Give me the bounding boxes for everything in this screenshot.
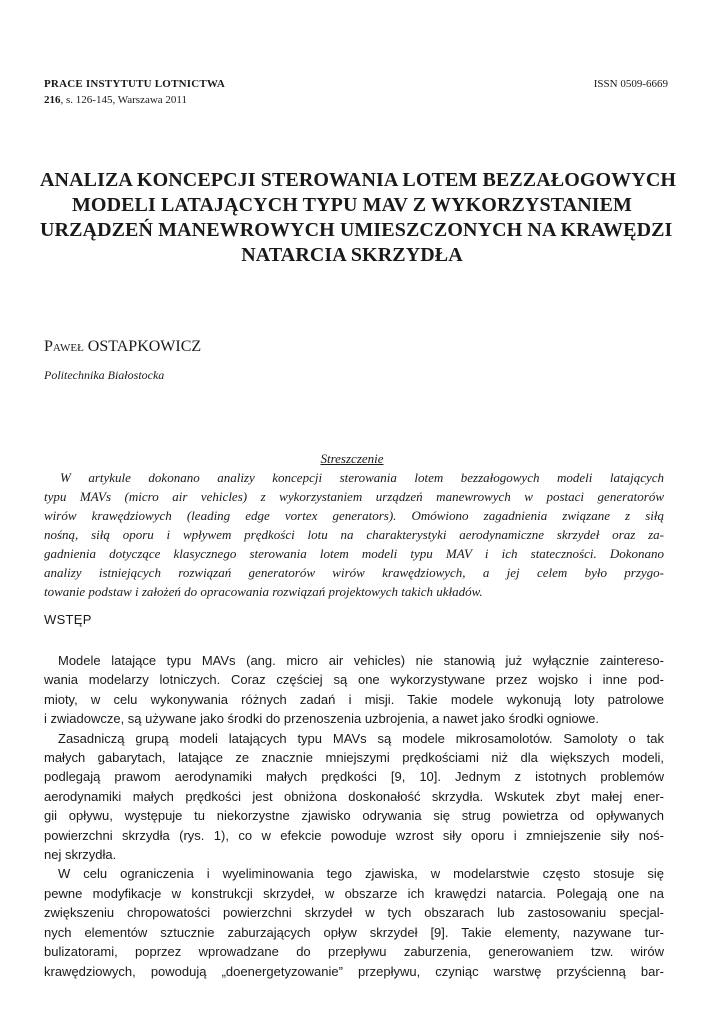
paragraph — [44, 729, 664, 865]
title-line: MODELI LATAJĄCYCH TYPU MAV Z WYKORZYSTANIEM — [71, 194, 633, 216]
body-line: nych elementów sztucznie zaburzających opływ skrzydeł [9]. Takie elementy, nazywane tur- — [44, 924, 664, 940]
body-line: powierzchni skrzydła (rys. 1), co w efekcie powoduje wzrost siły oporu i zmniejszenie siły noś- — [44, 827, 664, 843]
body-line: Modele latające typu MAVs (ang. micro air vehicles) nie stanowią już wyłącznie zaintereso- — [58, 653, 664, 668]
abstract-line: towanie podstaw i założeń do opracowania rozwiązań projektowych takich układów. — [44, 584, 483, 599]
body-line: nej skrzydła. — [44, 847, 117, 863]
body-line: wania modelarzy lotniczych. Coraz częściej są one wykorzystywane przez wojsko i inne pod- — [44, 672, 664, 688]
paragraph — [44, 864, 664, 980]
abstract-line: wirów krawędziowych (leading edge vortex generators). Omówiono zagadnienia związane z siłą — [44, 508, 664, 523]
abstract-line: gadnienia dotyczące klasycznego sterowania lotem modeli typu MAV i ich stateczności. Dokonano — [44, 546, 664, 561]
author — [44, 338, 201, 356]
body-line: pewne modyfikacje w konstrukcji skrzydeł, w obszarze ich krawędzi natarcia. Polegają one na — [44, 885, 664, 901]
body-line: aerodynamiki małych prędkości jest obniżona doskonałość skrzydła. Wskutek zbyt małej ener- — [44, 788, 664, 804]
abstract-heading: Streszczenie — [320, 451, 384, 466]
body-text — [44, 651, 664, 981]
abstract-line: W artykule dokonano analizy koncepcji sterowania lotem bezzałogowych modeli latających — [60, 470, 664, 485]
abstract-line: nośną, siłą oporu i wpływem prędkości lotu na charakterystyki aerodynamiczne skrzydeł oraz za- — [44, 527, 664, 542]
title-line: ANALIZA KONCEPCJI STEROWANIA LOTEM BEZZAŁOGOWYCH — [40, 169, 677, 191]
body-line: W celu ograniczenia i wyeliminowania tego zjawiska, w modelarstwie często stosuje się — [58, 866, 664, 882]
volume-info — [44, 92, 225, 108]
abstract — [44, 468, 664, 601]
author-last-name: OSTAPKOWICZ — [87, 338, 202, 355]
pages-place-year: , s. 126-145, Warszawa 2011 — [60, 94, 188, 106]
body-line: zwiększeniu chropowatości powierzchni skrzydeł w tych obszarach lub zastosowaniu specjal- — [44, 905, 664, 921]
body-line: gii opływu, występuje tu niekorzystne zjawisko odrywania się strug powietrza od opływanych — [44, 808, 664, 824]
volume-number: 216 — [44, 94, 61, 106]
body-line: bulizatorami, poprzez wprowadzane do przepływu zaburzenia, generowaniem tzw. wirów — [44, 944, 664, 960]
abstract-line: analizy istniejących rozwiązań generatorów wirów krawędziowych, a jej celem było przygo- — [44, 565, 664, 580]
body-line: małych gabarytach, latające ze znacznie mniejszymi prędkościami niż dla większych modeli, — [44, 750, 664, 766]
journal-name: PRACE INSTYTUTU LOTNICTWA — [44, 78, 226, 90]
issn: ISSN 0509-6669 — [593, 78, 668, 90]
journal-header — [44, 76, 225, 108]
section-heading: WSTĘP — [44, 612, 92, 627]
body-line: podlegają prawom aerodynamiki małych prędkości [9, 10]. Jednym z istotnych problemów — [44, 769, 664, 785]
paper-title — [40, 168, 677, 268]
body-line: i zwiadowcze, są używane jako środki do przenoszenia uzbrojenia, a nawet jako środki ogniowe. — [44, 711, 599, 727]
title-line: NATARCIA SKRZYDŁA — [241, 244, 463, 266]
author-first-name: Paweł — [44, 338, 84, 355]
abstract-line: typu MAVs (micro air vehicles) z wykorzystaniem urządzeń manewrowych w postaci generatorów — [44, 489, 664, 504]
body-line: mioty, w celu wykonywania różnych zadań i misji. Takie modele wykonują loty patrolowe — [44, 691, 664, 707]
body-line: Zasadniczą grupą modeli latających typu MAVs są modele mikrosamolotów. Samoloty o tak — [58, 730, 664, 746]
affiliation: Politechnika Białostocka — [44, 368, 165, 382]
title-line: URZĄDZEŃ MANEWROWYCH UMIESZCZONYCH NA KRAWĘDZI — [40, 219, 673, 241]
paragraph — [44, 651, 664, 729]
body-line: krawędziowych, powodują „doenergetyzowanie” przepływu, czyniąc warstwę przyścienną bar- — [44, 963, 664, 979]
